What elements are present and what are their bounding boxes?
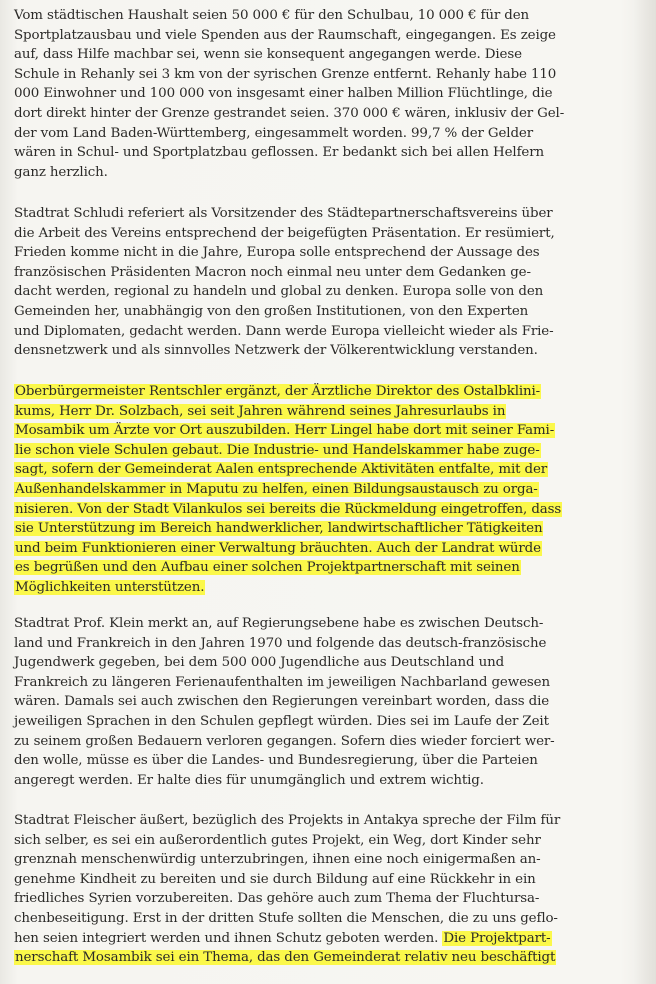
- text-line: der vom Land Baden-Württemberg, eingesammelt worden. 99,7 % der Gelder: [14, 125, 533, 141]
- text-line: chenbeseitigung. Erst in der dritten Stufe sollten die Menschen, die zu uns geflo-: [14, 910, 558, 926]
- text-line: [14, 948, 646, 968]
- text-line: 000 Einwohner und 100 000 von insgesamt einer halben Million Flüchtlinge, die: [14, 86, 553, 102]
- text-line: dacht werden, regional zu handeln und global zu denken. Europa solle von den: [14, 284, 544, 300]
- text-line: [14, 402, 646, 422]
- text-line: [14, 441, 646, 461]
- text-line: sich selber, es sei ein außerordentlich gutes Projekt, ein Weg, dort Kinder sehr: [14, 832, 541, 848]
- text-line: grenznah menschenwürdig unterzubringen, ihnen eine noch einigermaßen an-: [14, 852, 541, 868]
- highlighted-text: nisieren. Von der Stadt Vilankulos sei bereits die Rückmeldung eingetroffen, dass: [15, 501, 562, 517]
- highlighted-text: es begrüßen und den Aufbau einer solchen Projektpartnerschaft mit seinen: [15, 560, 520, 576]
- text-line: Gemeinden her, unabhängig von den großen Institutionen, von den Experten: [14, 303, 529, 319]
- text-line: wären in Schul- und Sportplatzbau geflossen. Er bedankt sich bei allen Helfern: [14, 145, 544, 161]
- highlighted-text: lie schon viele Schulen gebaut. Die Industrie- und Handelskammer habe zuge-: [15, 442, 540, 458]
- text-line: Stadtrat Fleischer äußert, bezüglich des Projekts in Antakya spreche der Film für: [14, 813, 561, 828]
- text-line: [14, 578, 646, 598]
- text-line: Vom städtischen Haushalt seien 50 000 € für den Schulbau, 10 000 € für den: [14, 8, 530, 23]
- text-line: land und Frankreich in den Jahren 1970 und folgende das deutsch-französische: [14, 635, 547, 651]
- highlighted-text: Außenhandelskammer in Maputu zu helfen, einen Bildungsaustausch zu orga-: [15, 481, 538, 497]
- text-line: jeweiligen Sprachen in den Schulen gepflegt würden. Dies sei im Laufe der Zeit: [14, 713, 549, 729]
- text-line: [14, 382, 646, 402]
- text-line: Stadtrat Prof. Klein merkt an, auf Regierungsebene habe es zwischen Deutsch-: [14, 616, 544, 631]
- text-line: wären. Damals sei auch zwischen den Regierungen vereinbart worden, dass die: [14, 694, 550, 710]
- paragraph-schludi: [14, 204, 646, 361]
- highlighted-text: nerschaft Mosambik sei ein Thema, das den Gemeinderat relativ neu beschäftigt: [15, 950, 556, 966]
- highlighted-text: sagt, sofern der Gemeinderat Aalen entsprechende Aktivitäten entfalte, mit der: [15, 462, 548, 478]
- highlighted-text: sie Unterstützung im Bereich handwerklicher, landwirtschaftlicher Tätigkeiten: [15, 521, 543, 537]
- highlighted-text: Die Projektpart-: [443, 930, 551, 946]
- text-line: und Diplomaten, gedacht werden. Dann werde Europa vielleicht wieder als Frie-: [14, 323, 554, 339]
- paragraph-fleischer: [14, 811, 646, 968]
- text-line: auf, dass Hilfe machbar sei, wenn sie konsequent angegangen werde. Diese: [14, 47, 522, 63]
- text-line: [14, 558, 646, 578]
- text-line: [14, 519, 646, 539]
- text-line: französischen Präsidenten Macron noch einmal neu unter dem Gedanken ge-: [14, 264, 531, 280]
- highlighted-text: und beim Funktionieren einer Verwaltung bräuchten. Auch der Landrat würde: [15, 540, 541, 556]
- text-line: ganz herzlich.: [14, 164, 108, 180]
- text-line: Stadtrat Schludi referiert als Vorsitzender des Städtepartnerschaftsvereins über: [14, 206, 553, 221]
- highlighted-text: kums, Herr Dr. Solzbach, sei seit Jahren während seines Jahresurlaubs in: [15, 403, 506, 419]
- text-line: den wolle, müsse es über die Landes- und Bundesregierung, über die Parteien: [14, 753, 538, 769]
- text-line: [14, 480, 646, 500]
- text-line: genehme Kindheit zu bereiten und sie durch Bildung auf eine Rückkehr in ein: [14, 871, 536, 887]
- text-line: [14, 539, 646, 559]
- text-line: Frieden komme nicht in die Jahre, Europa solle entsprechend der Aussage des: [14, 245, 540, 261]
- text-line: Schule in Rehanly sei 3 km von der syrischen Grenze entfernt. Rehanly habe 110: [14, 66, 557, 82]
- text-line: Jugendwerk gegeben, bei dem 500 000 Jugendliche aus Deutschland und: [14, 655, 505, 671]
- highlighted-text: Mosambik um Ärzte vor Ort auszubilden. Herr Lingel habe dort mit seiner Fami-: [15, 423, 555, 439]
- text-line: Sportplatzausbau und viele Spenden aus der Raumschaft, eingegangen. Es zeige: [14, 27, 556, 43]
- text-line: Frankreich zu längeren Ferienaufenthalten im jeweiligen Nachbarland gewesen: [14, 674, 550, 690]
- paragraph-school-funding: [14, 6, 646, 182]
- text-line: [14, 500, 646, 520]
- plain-text: hen seien integriert werden und ihnen Schutz geboten werden.: [14, 930, 439, 946]
- text-line: friedliches Syrien vorzubereiten. Das gehöre auch zum Thema der Fluchtursa-: [14, 891, 540, 907]
- text-line: angeregt werden. Er halte dies für unumgänglich und extrem wichtig.: [14, 772, 484, 788]
- text-line: densnetzwerk und als sinnvolles Netzwerk der Völkerentwicklung verstanden.: [14, 343, 538, 359]
- text-line: [14, 460, 646, 480]
- paragraph-klein: [14, 614, 646, 790]
- text-line: die Arbeit des Vereins entsprechend der beigefügten Präsentation. Er resümiert,: [14, 225, 555, 241]
- paragraph-rentschler-highlighted: [14, 382, 646, 598]
- text-line: [14, 929, 646, 949]
- highlighted-text: Oberbürgermeister Rentschler ergänzt, der Ärztliche Direktor des Ostalbklini-: [15, 384, 541, 399]
- highlighted-text: Möglichkeiten unterstützen.: [15, 579, 205, 595]
- text-line: zu seinem großen Bedauern verloren gegangen. Sofern dies wieder forciert wer-: [14, 733, 555, 749]
- text-line: [14, 421, 646, 441]
- text-line: dort direkt hinter der Grenze gestrandet seien. 370 000 € wären, inklusiv der Gel-: [14, 105, 565, 121]
